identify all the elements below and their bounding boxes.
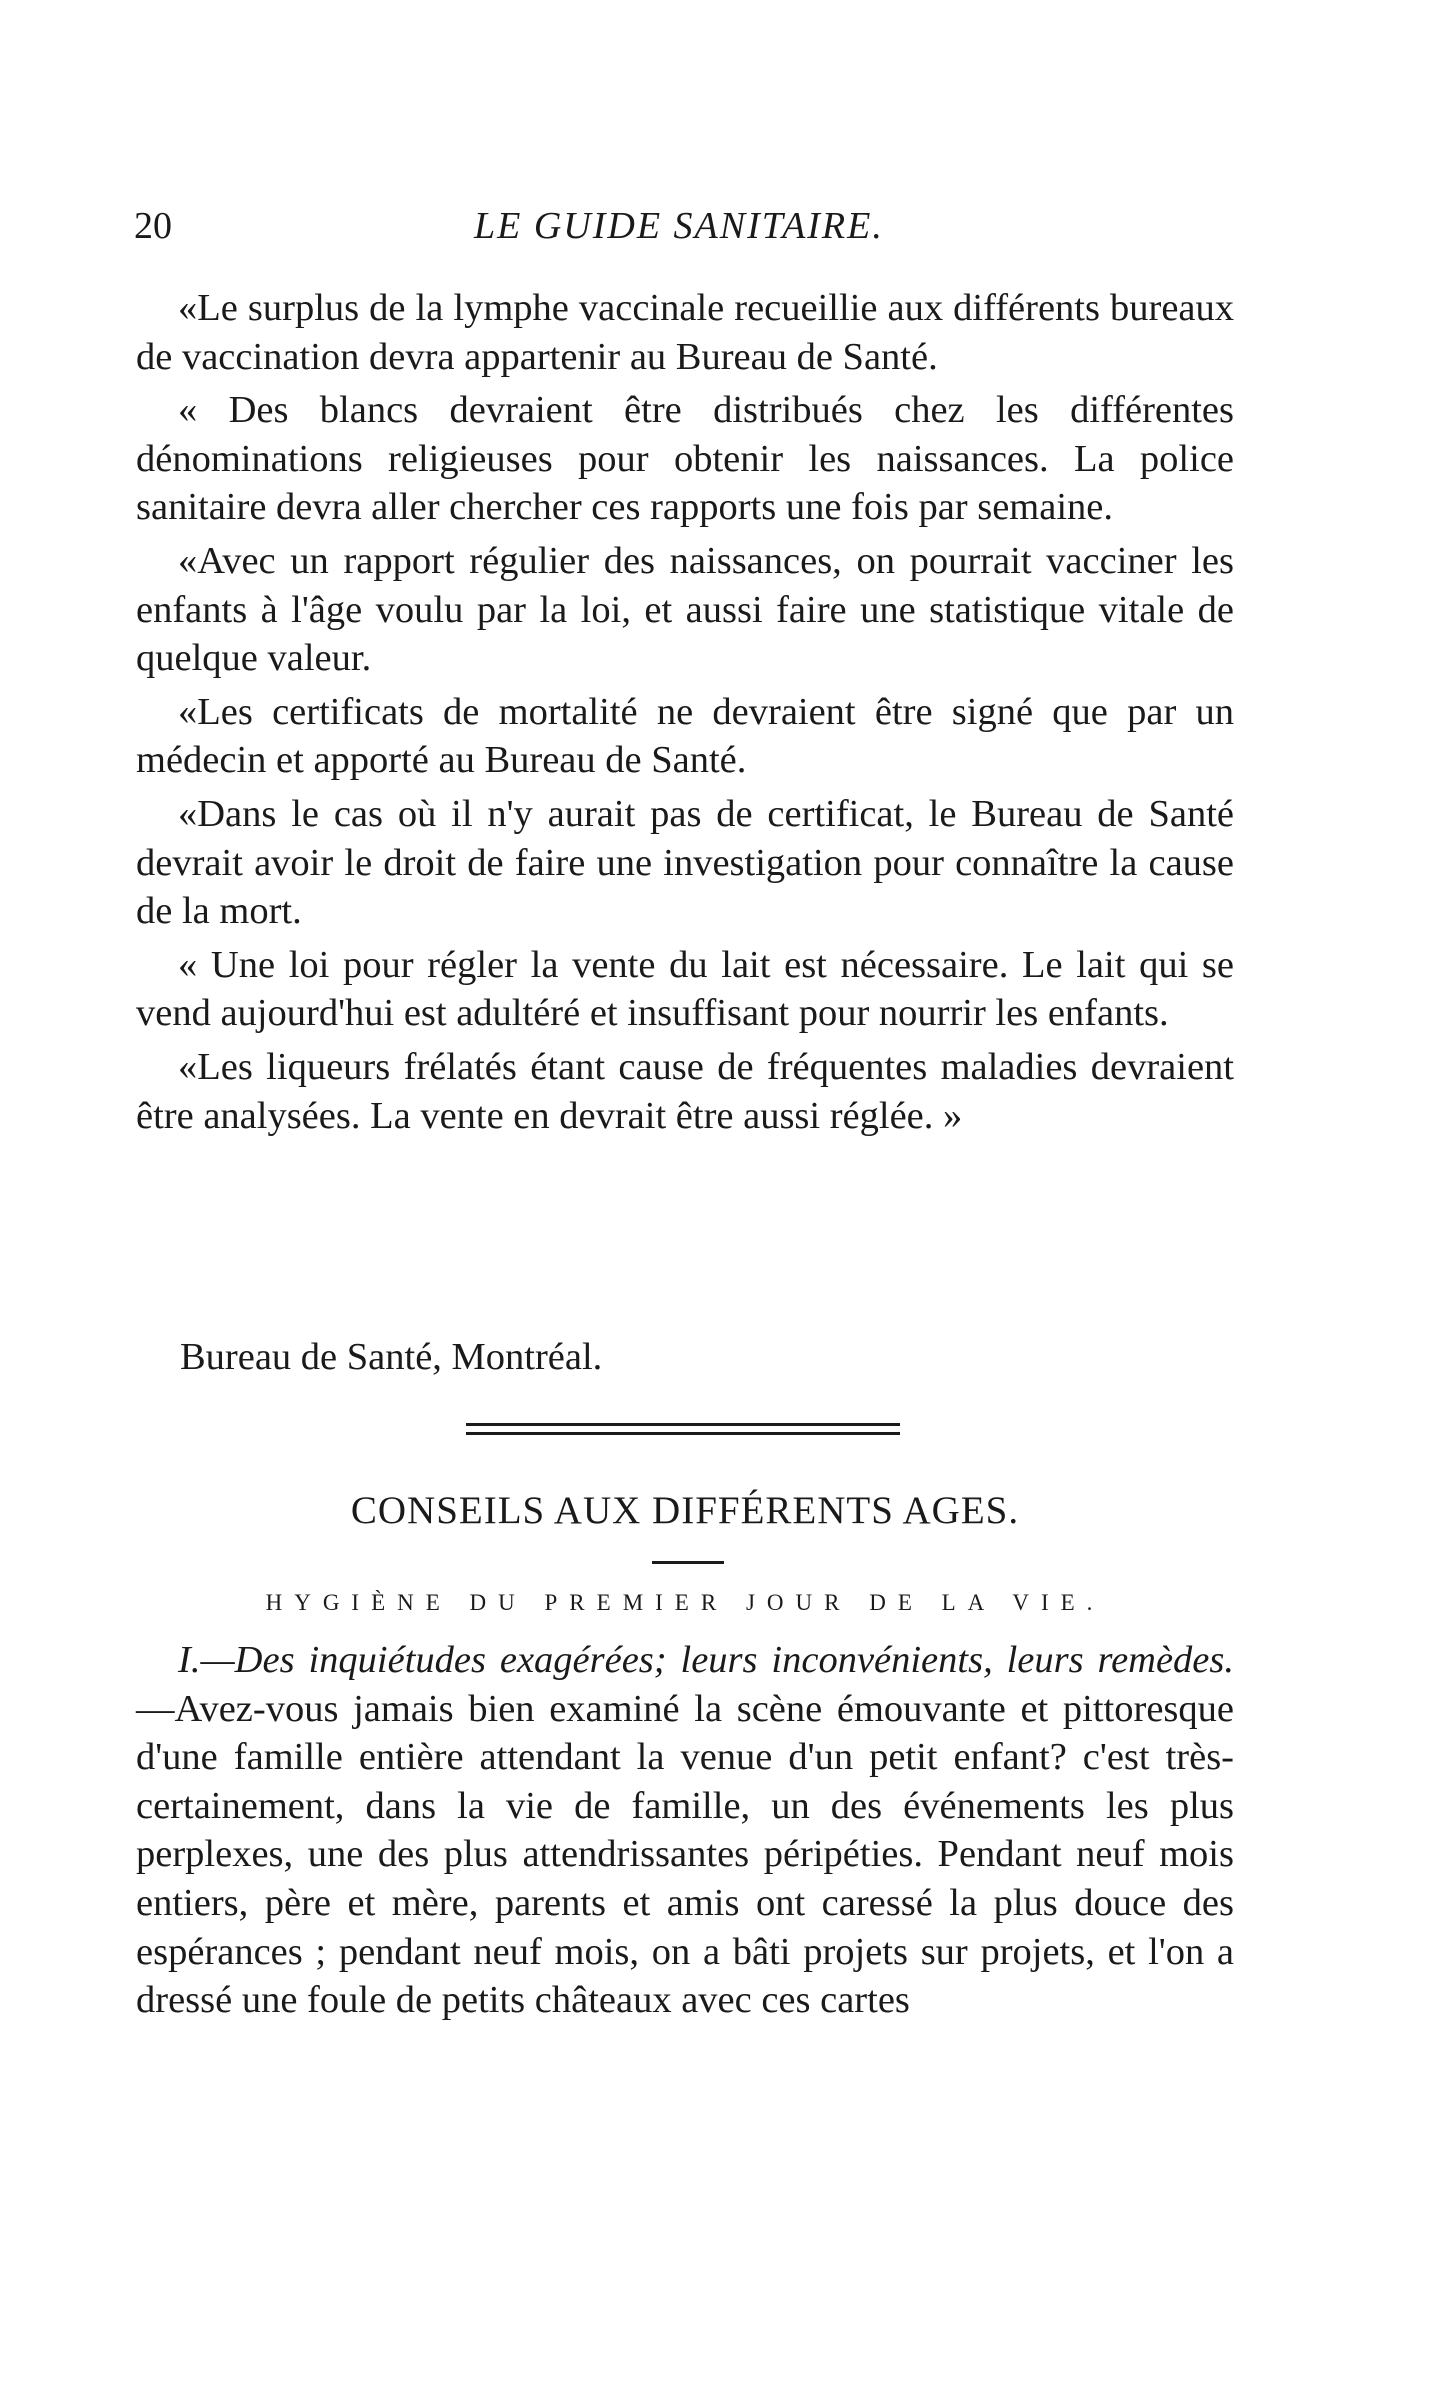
paragraph: « Des blancs devraient être distribués chez les différentes dénominations religieuses pour obtenir les naissances. La police sanitaire devra aller chercher ces rapports une fois par semaine. <box>136 389 1234 529</box>
paragraph <box>136 1636 1234 2025</box>
paragraph: «Les liqueurs frélatés étant cause de fréquentes maladies devraient être analysées. La vente en devrait être aussi réglée. » <box>136 1045 1234 1137</box>
paragraph: «Le surplus de la lymphe vaccinale recueillie aux différents bureaux de vaccination devra appartenir au Bureau de Santé. <box>136 287 1234 378</box>
paragraph-text: —Avez-vous jamais bien examiné la scène émouvante et pittoresque d'une famille entière attendant la venue d'un petit enfant? c'est très-certainement, dans la vie de famille, un des événements les plus perplexes, une des plus attendrissantes péripéties. Pendant neuf mois entiers, père et mère, parents et amis ont caressé la plus douce des espérances ; pendant neuf mois, on a bâti projets sur projets, et l'on a dressé une foule de petits châteaux avec ces cartes <box>136 1687 1234 2022</box>
section-subheading: HYGIÈNE DU PREMIER JOUR DE LA VIE. <box>265 1590 1105 1615</box>
paragraph: « Une loi pour régler la vente du lait est nécessaire. Le lait qui se vend aujourd'hui est adultéré et insuffisant pour nourrir les enfants. <box>136 943 1234 1035</box>
section-body <box>136 1636 1234 2025</box>
double-rule-divider <box>466 1423 900 1435</box>
paragraph: «Les certificats de mortalité ne devraient être signé que par un médecin et apporté au Bureau de Santé. <box>136 690 1234 782</box>
page-number: 20 <box>134 205 172 247</box>
running-header <box>134 204 1234 264</box>
running-title: LE GUIDE SANITAIRE. <box>474 205 884 247</box>
section-heading: CONSEILS AUX DIFFÉRENTS AGES. <box>350 1489 1020 1532</box>
short-rule-divider <box>652 1561 724 1564</box>
report-text <box>136 284 1234 1145</box>
signature-line: Bureau de Santé, Montréal. <box>180 1336 603 1378</box>
lead-italic-title: I.—Des inquiétudes exagérées; leurs inconvénients, leurs remèdes. <box>178 1639 1234 1681</box>
paragraph: «Avec un rapport régulier des naissances, on pourrait vacciner les enfants à l'âge voulu par la loi, et aussi faire une statistique vitale de quelque valeur. <box>136 539 1234 680</box>
paragraph: «Dans le cas où il n'y aurait pas de certificat, le Bureau de Santé devrait avoir le droit de faire une investigation pour connaître la cause de la mort. <box>136 792 1234 933</box>
